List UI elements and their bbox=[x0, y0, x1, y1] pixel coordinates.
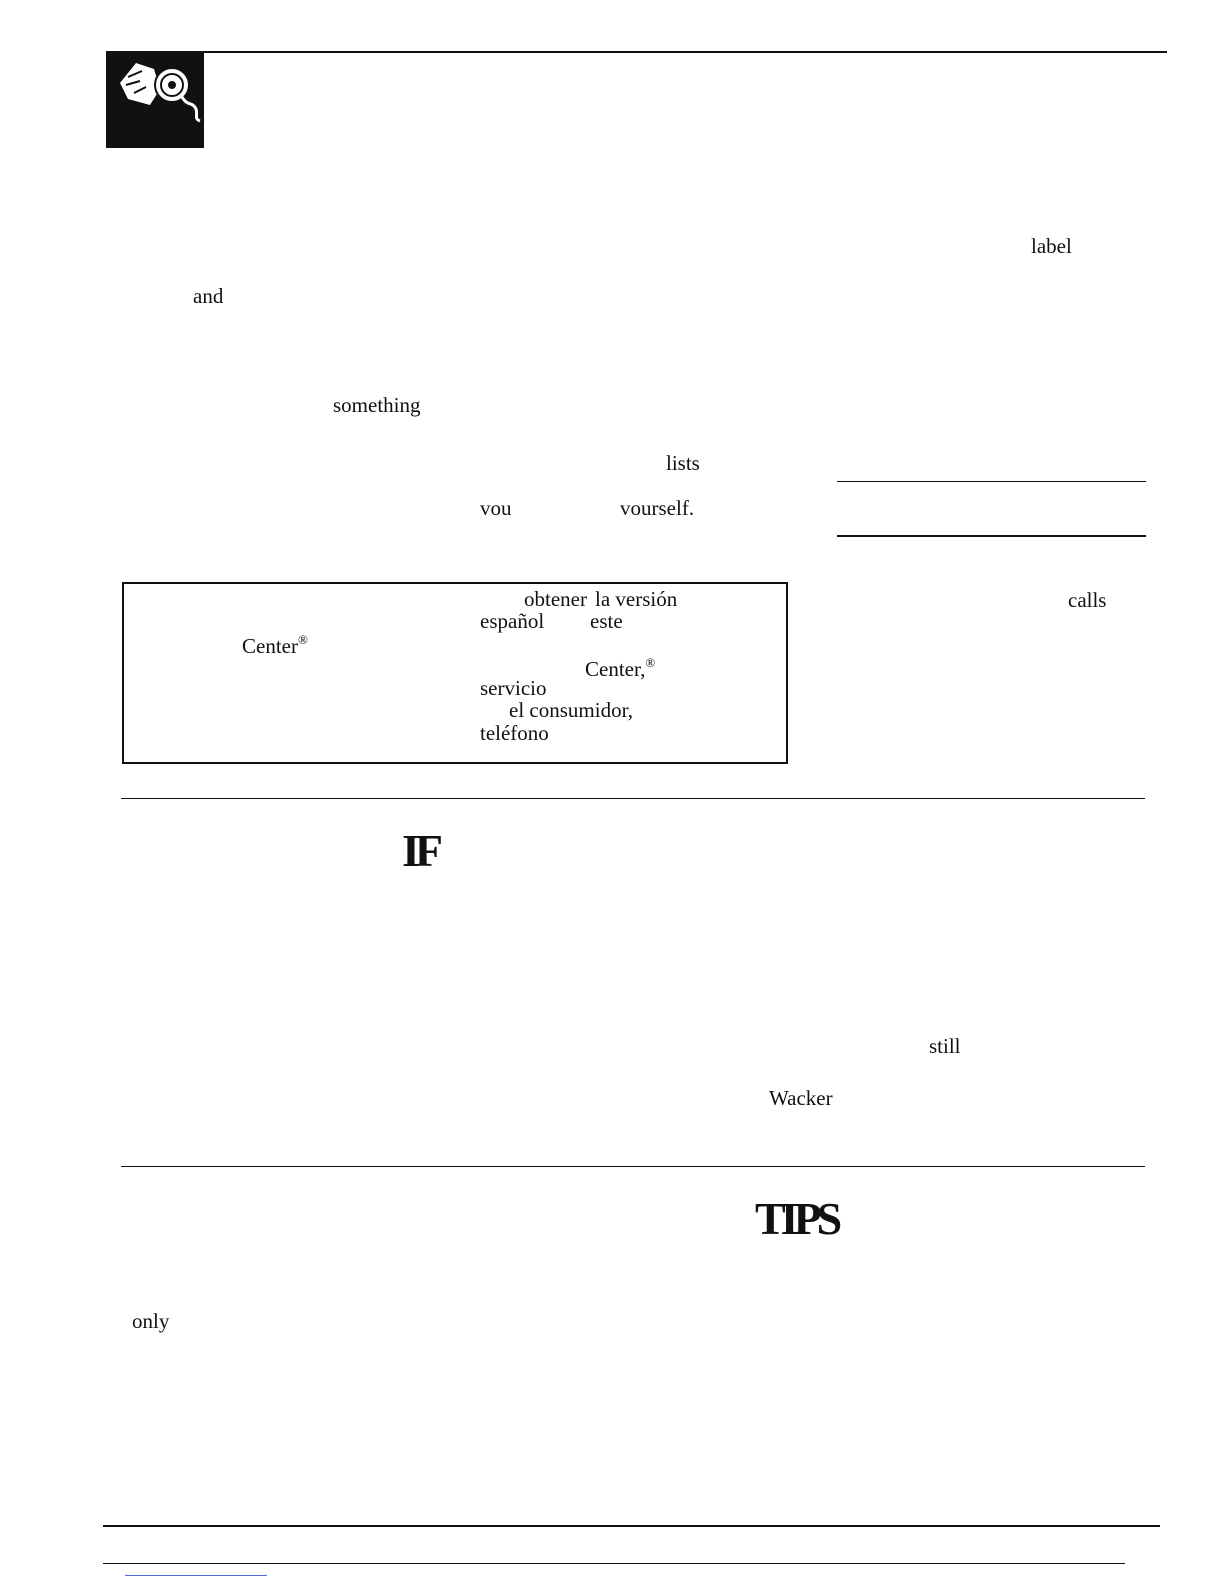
section-rule-tips bbox=[121, 1166, 1145, 1167]
word-lists: lists bbox=[666, 451, 700, 475]
footer-rule-thin bbox=[103, 1563, 1125, 1564]
notice-servicio: servicio bbox=[480, 676, 547, 700]
footer-link-underline bbox=[125, 1575, 267, 1576]
notice-telefono: teléfono bbox=[480, 721, 549, 745]
heading-if: IF bbox=[402, 825, 438, 876]
notice-este: este bbox=[590, 609, 623, 633]
heading-tips: TIPS bbox=[755, 1193, 838, 1244]
word-label: label bbox=[1031, 234, 1072, 258]
notice-center-right bbox=[585, 656, 655, 680]
footer-rule bbox=[103, 1525, 1160, 1527]
notice-la-version: la versión bbox=[595, 587, 678, 611]
word-yourself: vourself. bbox=[620, 496, 695, 520]
notice-center-right-text: Center, bbox=[585, 657, 646, 681]
word-still: still bbox=[929, 1034, 961, 1058]
spanish-notice-box bbox=[122, 582, 788, 764]
notice-el-consumidor: el consumidor, bbox=[509, 698, 633, 722]
telephone-icon bbox=[106, 53, 204, 148]
registered-mark: ® bbox=[297, 632, 308, 647]
notice-obtener: obtener bbox=[524, 587, 587, 611]
section-rule-if bbox=[121, 798, 1145, 799]
model-number-rule bbox=[837, 481, 1146, 482]
notice-espanol: español bbox=[480, 609, 545, 633]
registered-mark: ® bbox=[645, 655, 656, 670]
header-rule bbox=[106, 51, 1167, 53]
notice-center-left bbox=[242, 633, 308, 657]
word-calls: calls bbox=[1068, 588, 1107, 612]
word-only: only bbox=[132, 1309, 170, 1333]
word-something: something bbox=[333, 393, 421, 417]
word-and: and bbox=[193, 284, 224, 308]
serial-number-rule bbox=[837, 535, 1146, 537]
notice-center-left-text: Center bbox=[242, 634, 298, 658]
word-wacker: Wacker bbox=[769, 1086, 833, 1110]
word-you: vou bbox=[480, 496, 512, 520]
